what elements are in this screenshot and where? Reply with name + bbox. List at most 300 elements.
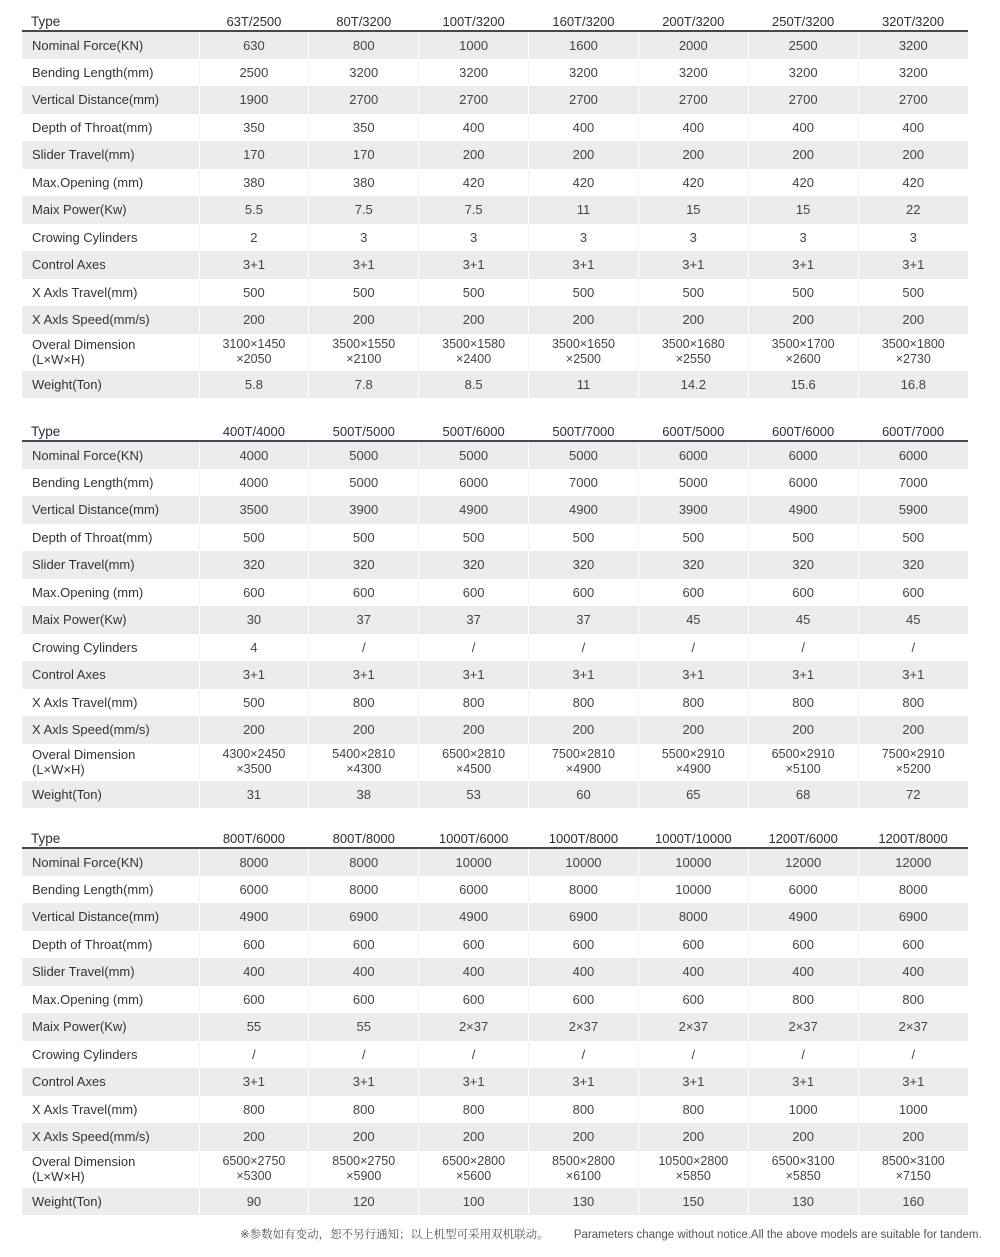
spec-row — [22, 1013, 968, 1041]
row-label: Slider Travel(mm) — [32, 557, 135, 573]
spec-value: 400 — [529, 114, 639, 142]
spec-value: 350 — [309, 114, 419, 142]
dimension-line2: ×5200 — [895, 762, 931, 776]
spec-value: 400 — [638, 958, 748, 986]
spec-value: 2700 — [748, 86, 858, 114]
spec-value: 8.5 — [419, 371, 529, 399]
model-header: 500T/7000 — [529, 418, 639, 441]
dimension-line2: ×4500 — [456, 762, 492, 776]
row-label: Maix Power(Kw) — [32, 1019, 127, 1035]
model-header: 80T/3200 — [309, 8, 419, 31]
model-header: 1000T/10000 — [638, 825, 748, 848]
weight-row — [22, 781, 968, 809]
spec-value: 420 — [858, 169, 968, 197]
spec-value: 3200 — [309, 59, 419, 87]
model-header: 1200T/6000 — [748, 825, 858, 848]
spec-row — [22, 141, 968, 169]
dimension-value — [309, 1151, 419, 1188]
spec-value: 400 — [748, 958, 858, 986]
spec-value: 420 — [638, 169, 748, 197]
dimension-label-line2: (L×W×H) — [32, 1169, 85, 1184]
model-header: 1200T/8000 — [858, 825, 968, 848]
type-header-label: Type — [22, 418, 199, 441]
spec-value: 3900 — [309, 496, 419, 524]
spec-value: 3200 — [748, 59, 858, 87]
model-header: 100T/3200 — [419, 8, 529, 31]
model-header: 1000T/8000 — [529, 825, 639, 848]
spec-value: 800 — [748, 689, 858, 717]
weight-row — [22, 1188, 968, 1216]
dimension-row — [22, 334, 968, 371]
spec-value: 2500 — [199, 59, 309, 87]
spec-value: / — [638, 1041, 748, 1069]
spec-value: 200 — [748, 716, 858, 744]
row-label: X Axls Travel(mm) — [32, 284, 138, 300]
dimension-value — [748, 1151, 858, 1188]
spec-value: 200 — [748, 1123, 858, 1151]
spec-row — [22, 876, 968, 904]
spec-value: 200 — [199, 1123, 309, 1151]
spec-value: 200 — [419, 141, 529, 169]
spec-value: / — [748, 1041, 858, 1069]
spec-value: 53 — [419, 781, 529, 809]
row-label: Bending Length(mm) — [32, 881, 154, 897]
spec-value: 200 — [748, 306, 858, 334]
spec-value: 15 — [748, 196, 858, 224]
type-header-label: Type — [22, 8, 199, 31]
dimension-line1: 4300×2450 — [222, 747, 286, 761]
spec-value: / — [309, 1041, 419, 1069]
spec-row — [22, 469, 968, 497]
dimension-line1: 3500×1700 — [771, 337, 835, 351]
row-label: Maix Power(Kw) — [32, 202, 127, 218]
dimension-line2: ×5900 — [346, 1169, 382, 1183]
spec-row — [22, 606, 968, 634]
spec-value: 3200 — [858, 59, 968, 87]
spec-value: 500 — [199, 689, 309, 717]
spec-value: 320 — [309, 551, 419, 579]
spec-value: 400 — [858, 114, 968, 142]
spec-row — [22, 524, 968, 552]
spec-value: 600 — [638, 986, 748, 1014]
dimension-line2: ×4900 — [565, 762, 601, 776]
spec-value: / — [858, 634, 968, 662]
spec-value: 3500 — [199, 496, 309, 524]
spec-value: 320 — [748, 551, 858, 579]
row-label — [22, 1151, 199, 1188]
spec-value: 7.5 — [309, 196, 419, 224]
dimension-line2: ×7150 — [895, 1169, 931, 1183]
dimension-value — [638, 334, 748, 371]
spec-value: 5000 — [419, 441, 529, 469]
row-label: Vertical Distance(mm) — [32, 92, 160, 108]
header-row — [22, 418, 968, 441]
spec-table-1 — [22, 8, 968, 398]
spec-value: 45 — [748, 606, 858, 634]
spec-value: 160 — [858, 1188, 968, 1216]
spec-table-3 — [22, 825, 968, 1215]
model-header: 800T/6000 — [199, 825, 309, 848]
spec-value: 6900 — [858, 903, 968, 931]
spec-value: 200 — [309, 306, 419, 334]
dimension-value — [638, 744, 748, 781]
spec-value: 500 — [638, 279, 748, 307]
dimension-line1: 5400×2810 — [332, 747, 396, 761]
spec-value: 4900 — [419, 496, 529, 524]
spec-row — [22, 634, 968, 662]
spec-value: 3+1 — [748, 251, 858, 279]
row-label: X Axls Travel(mm) — [32, 1101, 138, 1117]
spec-value: 2×37 — [858, 1013, 968, 1041]
row-label: Depth of Throat(mm) — [32, 936, 153, 952]
spec-value: 14.2 — [638, 371, 748, 399]
spec-value: 5000 — [309, 441, 419, 469]
spec-value: 8000 — [858, 876, 968, 904]
dimension-line1: 7500×2910 — [881, 747, 945, 761]
spec-value: / — [419, 1041, 529, 1069]
spec-value: 600 — [638, 579, 748, 607]
spec-value: 500 — [748, 279, 858, 307]
spec-value: 320 — [419, 551, 529, 579]
spec-value: 60 — [529, 781, 639, 809]
dimension-line1: 6500×3100 — [771, 1154, 835, 1168]
spec-value: 5000 — [529, 441, 639, 469]
row-label: Bending Length(mm) — [32, 64, 154, 80]
row-label: Max.Opening (mm) — [32, 174, 144, 190]
spec-value: 400 — [419, 114, 529, 142]
spec-value: 3+1 — [638, 661, 748, 689]
row-label — [22, 334, 199, 371]
spec-value: 8000 — [529, 876, 639, 904]
row-label: X Axls Speed(mm/s) — [32, 722, 150, 738]
spec-table-2 — [22, 418, 968, 808]
spec-value: 2700 — [419, 86, 529, 114]
dimension-value — [529, 1151, 639, 1188]
spec-row — [22, 903, 968, 931]
spec-value: 55 — [199, 1013, 309, 1041]
spec-value: 400 — [748, 114, 858, 142]
dimension-line1: 8500×3100 — [881, 1154, 945, 1168]
spec-value: 1000 — [748, 1096, 858, 1124]
spec-row — [22, 279, 968, 307]
spec-value: 1000 — [858, 1096, 968, 1124]
spec-value: 65 — [638, 781, 748, 809]
weight-row — [22, 371, 968, 399]
spec-value: 6000 — [748, 469, 858, 497]
dimension-value — [858, 1151, 968, 1188]
dimension-label-line2: (L×W×H) — [32, 352, 85, 367]
spec-value: 8000 — [638, 903, 748, 931]
spec-row — [22, 931, 968, 959]
row-label — [22, 744, 199, 781]
spec-value: 2500 — [748, 31, 858, 59]
spec-value: 130 — [529, 1188, 639, 1216]
dimension-value — [199, 1151, 309, 1188]
spec-value: 5900 — [858, 496, 968, 524]
spec-value: 2700 — [638, 86, 748, 114]
spec-row — [22, 169, 968, 197]
header-row — [22, 825, 968, 848]
spec-value: 3+1 — [419, 251, 529, 279]
spec-value: 2700 — [309, 86, 419, 114]
spec-value: 2×37 — [638, 1013, 748, 1041]
spec-value: 6000 — [419, 876, 529, 904]
spec-value: 4900 — [419, 903, 529, 931]
dimension-line2: ×2500 — [565, 352, 601, 366]
spec-row — [22, 224, 968, 252]
spec-value: 200 — [529, 1123, 639, 1151]
spec-value: 170 — [199, 141, 309, 169]
spec-value: 3+1 — [638, 1068, 748, 1096]
spec-value: 6900 — [529, 903, 639, 931]
spec-value: 16.8 — [858, 371, 968, 399]
spec-value: 3+1 — [309, 661, 419, 689]
dimension-line1: 3500×1650 — [551, 337, 615, 351]
spec-value: 600 — [419, 986, 529, 1014]
spec-value: 800 — [419, 1096, 529, 1124]
spec-value: 10000 — [638, 876, 748, 904]
spec-value: 15.6 — [748, 371, 858, 399]
spec-value: 500 — [529, 524, 639, 552]
spec-value: 6000 — [858, 441, 968, 469]
spec-value: 4000 — [199, 469, 309, 497]
spec-value: 800 — [309, 31, 419, 59]
spec-value: 800 — [309, 1096, 419, 1124]
spec-value: 320 — [638, 551, 748, 579]
spec-value: 5000 — [638, 469, 748, 497]
dimension-line2: ×5100 — [785, 762, 821, 776]
spec-value: 3 — [858, 224, 968, 252]
spec-value: 200 — [309, 1123, 419, 1151]
spec-value: 6000 — [748, 441, 858, 469]
spec-value: 800 — [638, 1096, 748, 1124]
spec-value: 2700 — [858, 86, 968, 114]
spec-value: 38 — [309, 781, 419, 809]
spec-value: 6000 — [419, 469, 529, 497]
spec-value: 600 — [529, 931, 639, 959]
spec-value: 320 — [529, 551, 639, 579]
spec-value: 350 — [199, 114, 309, 142]
spec-row — [22, 716, 968, 744]
spec-value: 4000 — [199, 441, 309, 469]
spec-value: 800 — [858, 986, 968, 1014]
dimension-value — [748, 334, 858, 371]
model-header: 160T/3200 — [529, 8, 639, 31]
spec-value: 2×37 — [748, 1013, 858, 1041]
dimension-label-line2: (L×W×H) — [32, 762, 85, 777]
dimension-value — [748, 744, 858, 781]
type-header-label: Type — [22, 825, 199, 848]
spec-value: 2×37 — [529, 1013, 639, 1041]
dimension-line1: 3500×1550 — [332, 337, 396, 351]
model-header: 1000T/6000 — [419, 825, 529, 848]
row-label: Crowing Cylinders — [32, 639, 138, 655]
dimension-line1: 8500×2800 — [551, 1154, 615, 1168]
spec-value: 3+1 — [748, 661, 858, 689]
spec-value: 3 — [638, 224, 748, 252]
spec-value: 320 — [199, 551, 309, 579]
spec-value: 4900 — [748, 903, 858, 931]
dimension-value — [309, 744, 419, 781]
spec-value: 100 — [419, 1188, 529, 1216]
spec-value: 200 — [419, 716, 529, 744]
spec-value: 200 — [529, 716, 639, 744]
spec-value: 400 — [199, 958, 309, 986]
dimension-line2: ×5600 — [456, 1169, 492, 1183]
dimension-line1: 3100×1450 — [222, 337, 286, 351]
spec-value: 800 — [748, 986, 858, 1014]
spec-value: 500 — [419, 524, 529, 552]
spec-row — [22, 196, 968, 224]
row-label: Depth of Throat(mm) — [32, 529, 153, 545]
spec-value: 3+1 — [199, 251, 309, 279]
spec-value: 8000 — [309, 876, 419, 904]
spec-value: 6000 — [748, 876, 858, 904]
row-label: Nominal Force(KN) — [32, 854, 144, 870]
spec-value: 200 — [529, 141, 639, 169]
spec-value: 3 — [748, 224, 858, 252]
spec-value: 7.5 — [419, 196, 529, 224]
spec-value: / — [858, 1041, 968, 1069]
spec-value: 3+1 — [419, 1068, 529, 1096]
spec-value: 3+1 — [858, 661, 968, 689]
dimension-line1: 3500×1800 — [881, 337, 945, 351]
spec-value: 8000 — [309, 848, 419, 876]
spec-value: 630 — [199, 31, 309, 59]
spec-value: 37 — [529, 606, 639, 634]
dimension-line2: ×2400 — [456, 352, 492, 366]
spec-value: 12000 — [858, 848, 968, 876]
dimension-line2: ×4300 — [346, 762, 382, 776]
spec-value: 120 — [309, 1188, 419, 1216]
spec-value: 3+1 — [529, 251, 639, 279]
spec-value: 420 — [419, 169, 529, 197]
spec-value: 600 — [199, 986, 309, 1014]
spec-value: 130 — [748, 1188, 858, 1216]
spec-value: 3900 — [638, 496, 748, 524]
dimension-value — [858, 334, 968, 371]
dimension-value — [309, 334, 419, 371]
spec-value: 500 — [638, 524, 748, 552]
spec-value: 3+1 — [309, 251, 419, 279]
spec-value: 10000 — [419, 848, 529, 876]
model-header: 500T/6000 — [419, 418, 529, 441]
spec-value: 10000 — [638, 848, 748, 876]
spec-value: 200 — [858, 306, 968, 334]
dimension-line2: ×5850 — [675, 1169, 711, 1183]
spec-value: 3200 — [419, 59, 529, 87]
model-header: 600T/6000 — [748, 418, 858, 441]
spec-value: 200 — [419, 306, 529, 334]
spec-value: 200 — [529, 306, 639, 334]
spec-value: 3+1 — [748, 1068, 858, 1096]
spec-value: 800 — [858, 689, 968, 717]
spec-value: 500 — [748, 524, 858, 552]
spec-value: 380 — [309, 169, 419, 197]
model-header: 400T/4000 — [199, 418, 309, 441]
spec-value: 500 — [199, 279, 309, 307]
row-label: Weight(Ton) — [32, 376, 102, 392]
spec-value: 3+1 — [858, 251, 968, 279]
dimension-value — [419, 744, 529, 781]
spec-value: 600 — [858, 931, 968, 959]
spec-value: / — [529, 1041, 639, 1069]
dimension-label-line1: Overal Dimension — [32, 337, 136, 352]
spec-row — [22, 661, 968, 689]
spec-value: / — [309, 634, 419, 662]
dimension-value — [419, 334, 529, 371]
spec-value: 200 — [199, 306, 309, 334]
spec-value: 10000 — [529, 848, 639, 876]
dimension-line2: ×3500 — [236, 762, 272, 776]
row-label: Crowing Cylinders — [32, 1046, 138, 1062]
spec-value: 1600 — [529, 31, 639, 59]
spec-row — [22, 958, 968, 986]
spec-row — [22, 59, 968, 87]
spec-value: 37 — [309, 606, 419, 634]
spec-value: 2700 — [529, 86, 639, 114]
dimension-line1: 6500×2810 — [442, 747, 506, 761]
spec-value: 45 — [858, 606, 968, 634]
dimension-line1: 10500×2800 — [658, 1154, 729, 1168]
spec-value: 4900 — [529, 496, 639, 524]
spec-value: 4900 — [748, 496, 858, 524]
spec-row — [22, 1068, 968, 1096]
spec-value: 45 — [638, 606, 748, 634]
dimension-line2: ×2100 — [346, 352, 382, 366]
spec-value: 2 — [199, 224, 309, 252]
row-label: Nominal Force(KN) — [32, 447, 144, 463]
dimension-row — [22, 744, 968, 781]
dimension-line2: ×4900 — [675, 762, 711, 776]
model-header: 600T/5000 — [638, 418, 748, 441]
dimension-line2: ×2050 — [236, 352, 272, 366]
row-label: Vertical Distance(mm) — [32, 909, 160, 925]
spec-value: 2000 — [638, 31, 748, 59]
spec-value: 55 — [309, 1013, 419, 1041]
spec-value: 800 — [638, 689, 748, 717]
spec-value: 3+1 — [638, 251, 748, 279]
spec-value: 5.8 — [199, 371, 309, 399]
spec-value: 420 — [529, 169, 639, 197]
spec-value: 3 — [529, 224, 639, 252]
row-label: X Axls Speed(mm/s) — [32, 1129, 150, 1145]
spec-value: 7000 — [858, 469, 968, 497]
spec-value: 7000 — [529, 469, 639, 497]
model-header: 800T/8000 — [309, 825, 419, 848]
spec-value: / — [199, 1041, 309, 1069]
dimension-line1: 8500×2750 — [332, 1154, 396, 1168]
spec-value: 500 — [199, 524, 309, 552]
dimension-value — [529, 744, 639, 781]
dimension-value — [199, 744, 309, 781]
spec-value: 30 — [199, 606, 309, 634]
spec-value: 600 — [309, 579, 419, 607]
spec-value: 3+1 — [419, 661, 529, 689]
spec-value: / — [529, 634, 639, 662]
spec-value: 1000 — [419, 31, 529, 59]
spec-value: 320 — [858, 551, 968, 579]
row-label: Control Axes — [32, 667, 106, 683]
dimension-value — [199, 334, 309, 371]
spec-value: 6900 — [309, 903, 419, 931]
spec-row — [22, 86, 968, 114]
spec-value: / — [419, 634, 529, 662]
spec-value: 3200 — [638, 59, 748, 87]
spec-value: 600 — [748, 579, 858, 607]
spec-value: 11 — [529, 371, 639, 399]
dimension-label-line1: Overal Dimension — [32, 1154, 136, 1169]
